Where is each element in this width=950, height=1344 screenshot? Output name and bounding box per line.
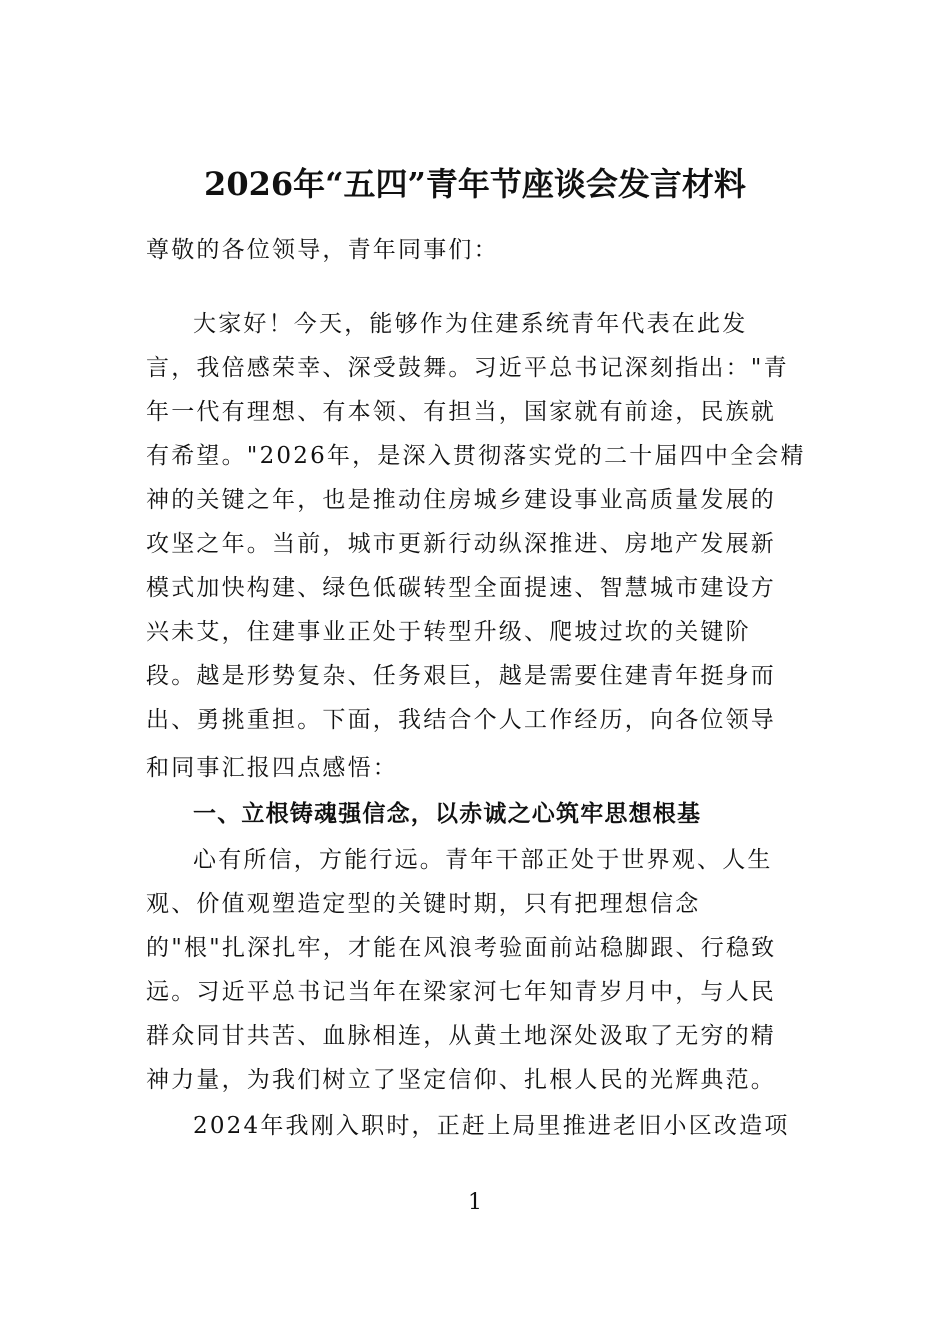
body-line: 出、勇挑重担。下面，我结合个人工作经历，向各位领导: [146, 707, 776, 733]
body-line: 和同事汇报四点感悟：: [146, 755, 398, 781]
body-line: 言，我倍感荣幸、深受鼓舞。习近平总书记深刻指出："青: [146, 355, 789, 381]
body-line: 神力量，为我们树立了坚定信仰、扎根人民的光辉典范。: [146, 1067, 776, 1093]
body-line: 模式加快构建、绿色低碳转型全面提速、智慧城市建设方: [146, 575, 776, 601]
salutation-line: 尊敬的各位领导，青年同事们：: [146, 237, 499, 263]
body-line: 群众同甘共苦、血脉相连，从黄土地深处汲取了无穷的精: [146, 1023, 776, 1049]
body-line: 有希望。"2026年，是深入贯彻落实党的二十届四中全会精: [146, 443, 806, 469]
body-line: 兴未艾，住建事业正处于转型升级、爬坡过坎的关键阶: [146, 619, 751, 645]
body-line: 远。习近平总书记当年在梁家河七年知青岁月中，与人民: [146, 979, 776, 1005]
body-line: 神的关键之年，也是推动住房城乡建设事业高质量发展的: [146, 487, 776, 513]
body-line: 观、价值观塑造定型的关键时期，只有把理想信念: [146, 891, 701, 917]
document-title: 2026年“五四”青年节座谈会发言材料: [204, 165, 746, 203]
body-line: 段。越是形势复杂、任务艰巨，越是需要住建青年挺身而: [146, 663, 776, 689]
body-line: 大家好！今天，能够作为住建系统青年代表在此发: [193, 311, 748, 337]
body-line: 攻坚之年。当前，城市更新行动纵深推进、房地产发展新: [146, 531, 776, 557]
body-line: 的"根"扎深扎牢，才能在风浪考验面前站稳脚跟、行稳致: [146, 935, 777, 961]
body-line: 2024年我刚入职时，正赶上局里推进老旧小区改造项: [193, 1113, 790, 1139]
body-line: 年一代有理想、有本领、有担当，国家就有前途，民族就: [146, 399, 776, 425]
page-number: 1: [468, 1190, 482, 1215]
section-heading: 一、立根铸魂强信念，以赤诚之心筑牢思想根基: [193, 800, 702, 827]
body-line: 心有所信，方能行远。青年干部正处于世界观、人生: [193, 847, 773, 873]
